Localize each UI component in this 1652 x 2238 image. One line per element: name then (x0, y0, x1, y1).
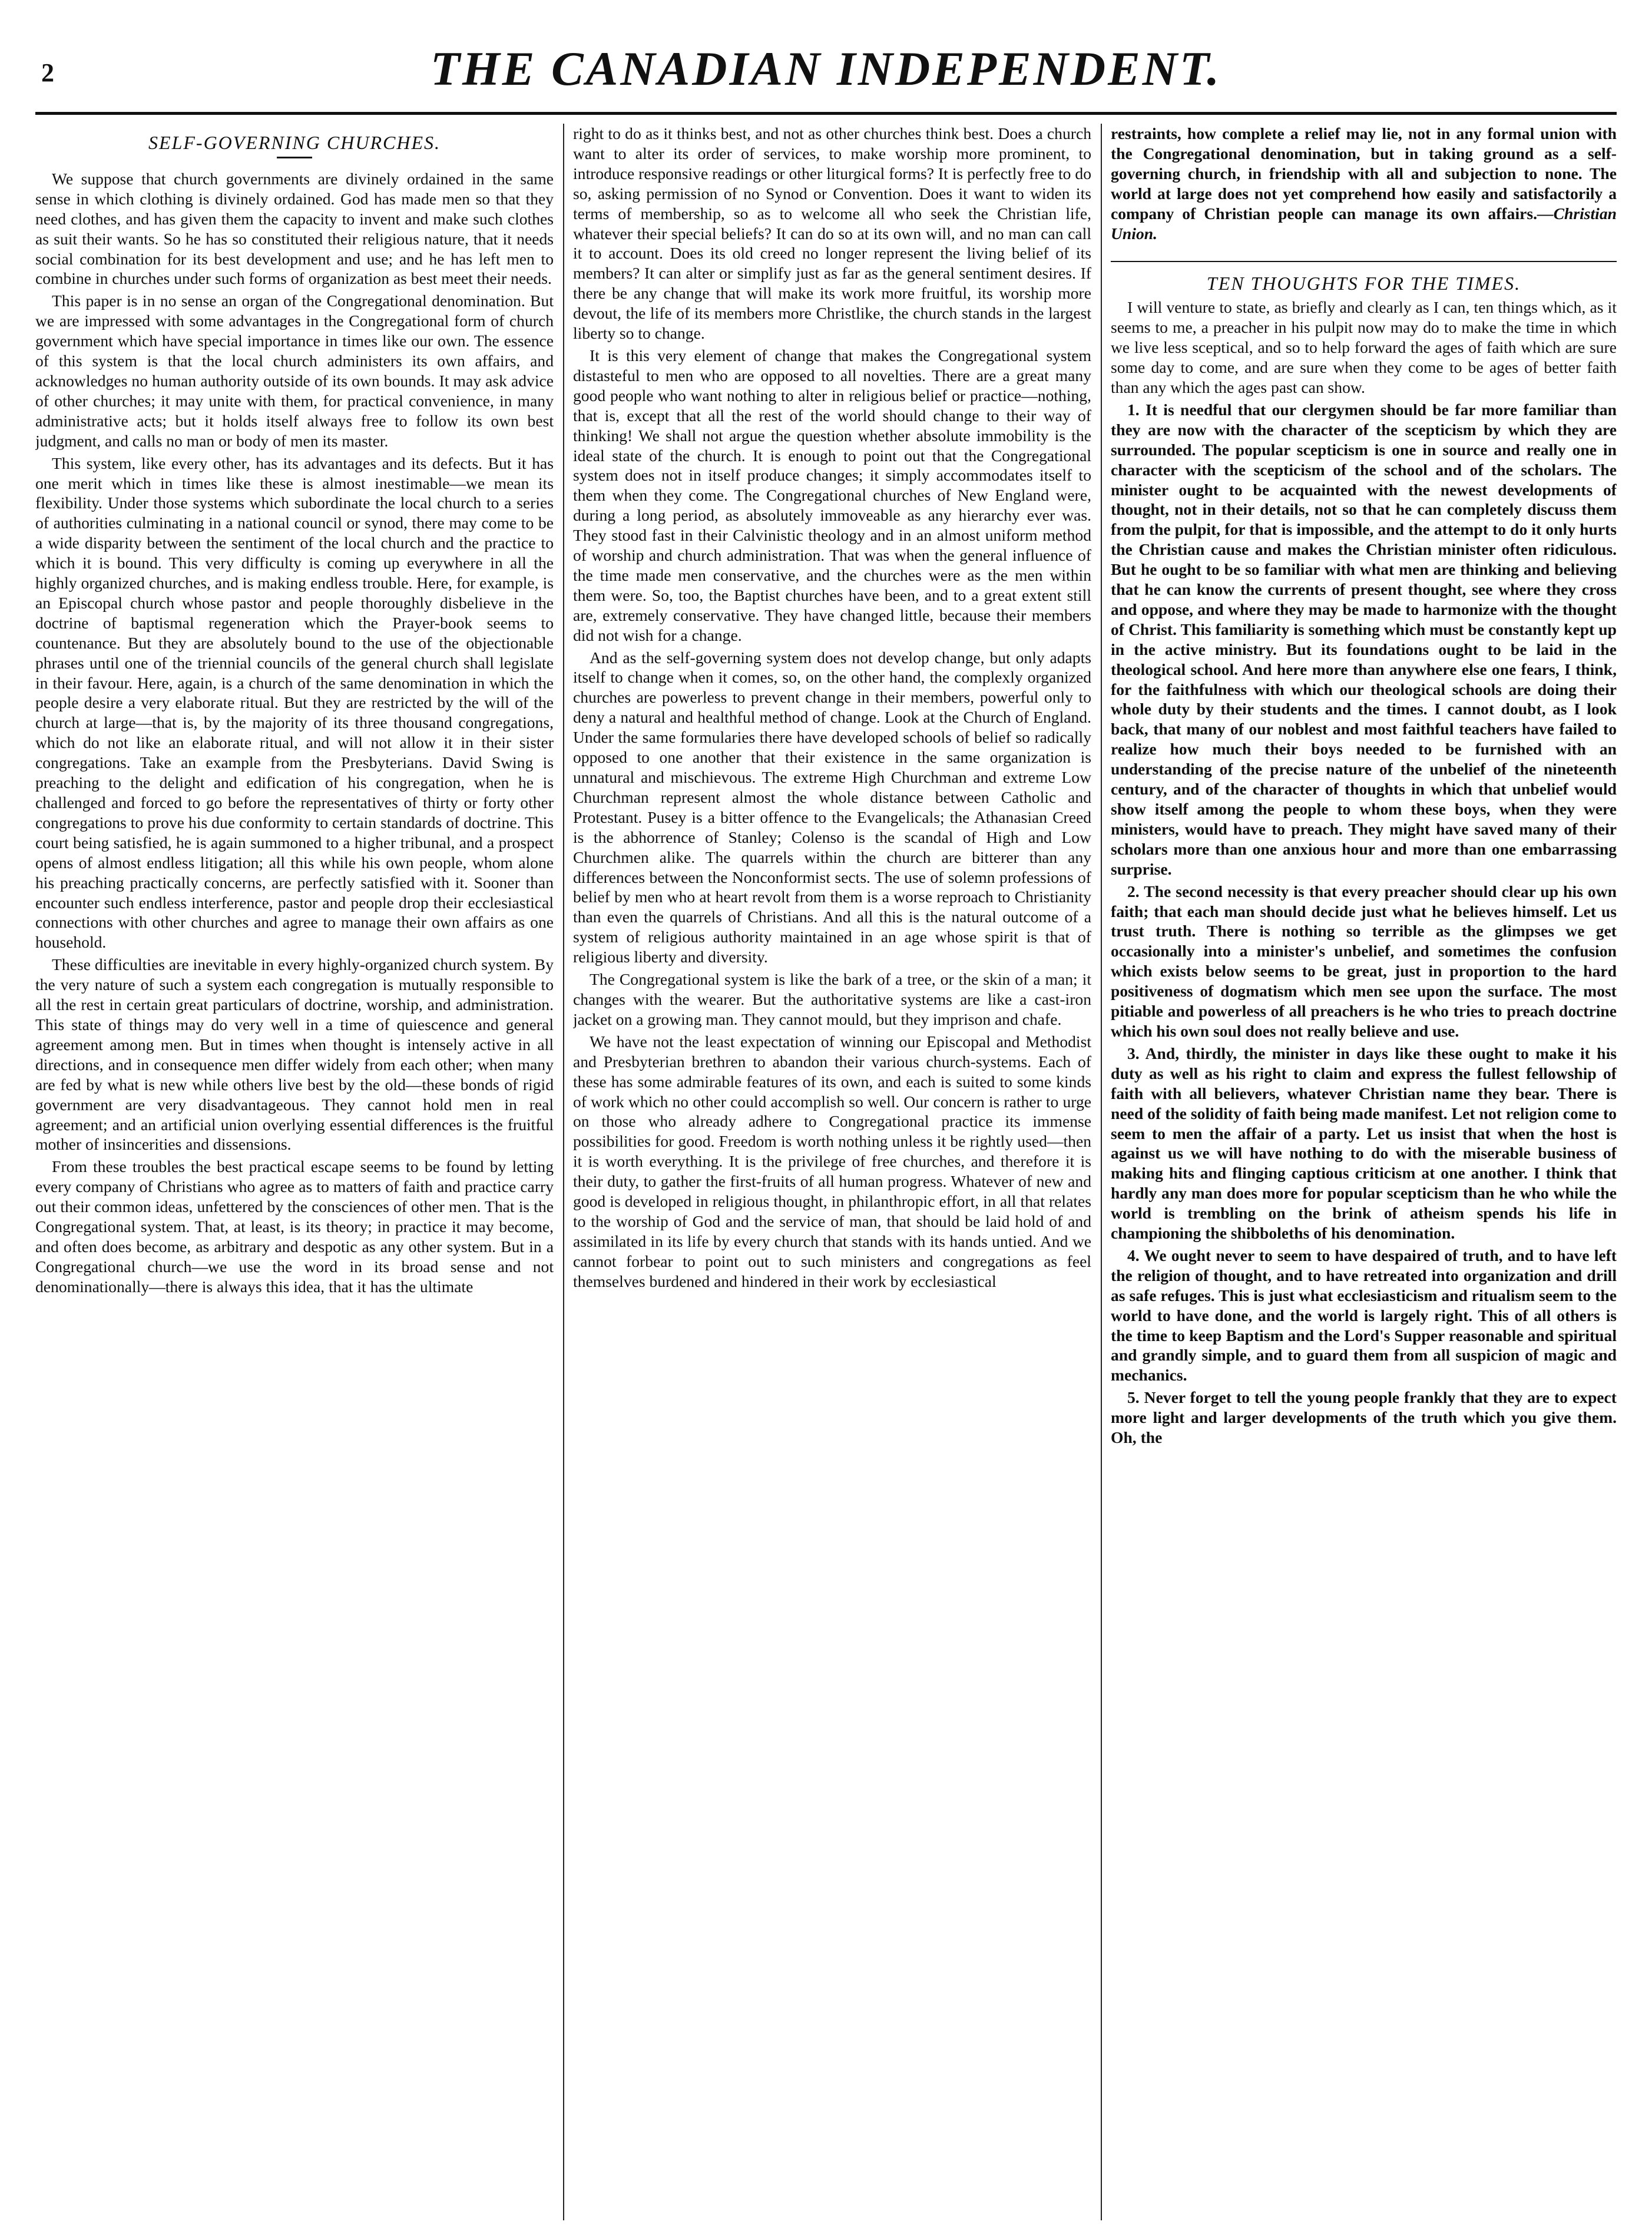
paragraph: 3. And, thirdly, the minister in days like these ought to make it his duty as well as his right to claim and express the fullest fellowship of faith with all believers, whatever Christian name they bear. There is need of the solidity of faith being made manifest. Let not religion come to seem to men the affair of a party. Let us insist that when the host is against us we will have nothing to do with the miserable business of making hits and flinging captious criticism at one another. I think that hardly any man does more for popular scepticism than he who while the world is trembling on the brink of atheism spends his life in championing the shibboleths of his denomination. (1111, 1044, 1617, 1243)
paragraph: 2. The second necessity is that every preacher should clear up his own faith; that each man should decide just what he believes himself. Let us trust truth. There is nothing so terrible as the glimpses we get occasionally into a minister's unbelief, and sometimes the confusion which exists below seems to be great, just in proportion to the hard positiveness of dogmatism which men see upon the surface. The most pitiable and powerless of all preachers is he who tries to preach doctrine which his own soul does not really believe and use. (1111, 882, 1617, 1040)
column-divider (1101, 124, 1102, 2220)
newspaper-title: THE CANADIAN INDEPENDENT. (430, 42, 1222, 95)
column-2 (573, 124, 1091, 2220)
paragraph (1111, 124, 1617, 243)
column-1 (35, 124, 554, 2220)
paragraph: From these troubles the best practical escape seems to be found by letting every company of Christians who agree as to matters of faith and practice carry out their common ideas, unfettered by the consciences of other men. That is the Congregational system. That, at least, is its theory; in practice it may become, and often does become, as arbitrary and despotic as any other system. But in a Congregational church—we use the word in its broad sense and not denominationally—there is always this idea, that it has the ultimate (35, 1157, 554, 1296)
paragraph: These difficulties are inevitable in every highly-organized church system. By the very nature of such a system each congregation is mutually responsible to all the rest in certain great particulars of doctrine, worship, and administration. This state of things may do very well in a time of quiescence and general agreement among men. But in times when thought is intensely active in all directions, and in consequence men differ widely from each other; when many are fed by what is new while others live best by the old—these bonds of rigid government are very disadvantageous. They cannot hold men in real agreement; and an artificial union overlying essential differences is the fruitful mother of insincerities and dissensions. (35, 955, 554, 1154)
paragraph: I will venture to state, as briefly and clearly as I can, ten things which, as it seems to me, a preacher in his pulpit now may do to make the time in which we live less sceptical, and so to help forward the ages of faith which are sure some day to come, and are sure when they come to be ages of better faith than any which the ages past can show. (1111, 298, 1617, 396)
paragraph: This paper is in no sense an organ of the Congregational denomination. But we are impressed with some advantages in the Congregational form of church government which have special importance in times like our own. The essence of this system is that the local church administers its own affairs, and acknowledges no human authority outside of its own bounds. It may ask advice of other churches; it may unite with them, for practical convenience, in many administrative acts; but it holds itself always free to follow its own best judgment, and calls no man or body of men its master. (35, 292, 554, 450)
paragraph: And as the self-governing system does not develop change, but only adapts itself to change when it comes, so, on the other hand, the complexly organized churches are powerless to prevent change in their members, powerful only to deny a natural and healthful method of change. Look at the Church of England. Under the same formularies there have developed schools of belief so radically opposed to one another that their existence in the same organization is unnatural and mischievous. The extreme High Churchman and extreme Low Churchman represent almost the whole distance between Catholic and Protestant. Pusey is a bitter offence to the Evangelicals; the Athanasian Creed is the abhorrence of Stanley; Colenso is the scandal of High and Low Churchmen alike. The quarrels within the church are bitterer than any differences between the Nonconformist sects. The use of solemn professions of belief by men who at heart revolt from them is a worse reproach to Christianity than even the quarrels of Christians. And all this is the natural outcome of a system of religious authority maintained in an age whose spirit is that of religious liberty and diversity. (573, 648, 1091, 966)
paragraph: right to do as it thinks best, and not as other churches think best. Does a church want to alter its order of services, to make worship more prominent, to introduce responsive readings or other liturgical forms? It is perfectly free to do so, asking permission of no Synod or Convention. Does it want to widen its terms of membership, so as to welcome all who seek the Christian life, whatever their special beliefs? It can do so at its own will, and no man can call it to account. Does its old creed no longer represent the living belief of its members? It can alter or simplify just as far as the general sentiment desires. If there be any change that will make its work more fruitful, its worship more devout, the life of its members more Christlike, the church stands in the largest liberty so to change. (573, 124, 1091, 343)
article-heading: TEN THOUGHTS FOR THE TIMES. (1111, 261, 1617, 294)
paragraph: This system, like every other, has its advantages and its defects. But it has one merit which in times like these is almost inestimable—we mean its flexibility. Under those systems which subordinate the local church to a series of authorities culminating in a national council or synod, there may come to be a wide disparity between the sentiment of the local church and the practice to which it is bound. This very difficulty is coming up everywhere in all the highly organized churches, and is making endless trouble. Here, for example, is an Episcopal church whose pastor and people thoroughly disbelieve in the doctrine of baptismal regeneration which the Prayer-book seems to countenance. But they are absolutely bound to the use of the objectionable phrases until one of the triennial councils of the general church shall legislate in their favour. Here, again, is a church of the same denomination in which the people desire a very elaborate ritual. But they are restricted by the will of the church at large—that is, by the majority of its three thousand congregations, which do not like an elaborate ritual, and will not allow it in their sister congregations. Take an example from the Presbyterians. David Swing is preaching to the delight and edification of his congregation, when he is challenged and forced to go before the representatives of thirty or forty other congregations to prove his due conformity to certain standards of doctrine. This court being satisfied, he is again summoned to a higher tribunal, and a prospect opens of almost endless litigation; all this while his own people, whom alone his preaching practically concerns, are perfectly satisfied with it. Sooner than encounter such endless interference, pastor and people drop their ecclesiastical connections with other churches and agree to manage their own affairs as one household. (35, 453, 554, 952)
paragraph: We suppose that church governments are divinely ordained in the same sense in which clothing is divinely ordained. God has made men so that they need clothes, and has given them the capacity to invent and make such clothes as suit their wants. So he has so constituted their religious nature, that it needs social combination for its best development and use; and he has left men to combine in churches under such forms of organization as best meet their needs. (35, 169, 554, 288)
masthead (35, 41, 1617, 106)
column-3 (1111, 124, 1617, 2220)
header-rule (35, 112, 1617, 115)
paragraph-text: restraints, how complete a relief may lie, not in any formal union with the Congregational denomination, but in taking ground as a self-governing church, in friendship with all and subjection to none. The world at large does not yet comprehend how easily and satisfactorily a company of Christian people can manage its own affairs. (1111, 124, 1617, 223)
heading-dash (277, 157, 312, 158)
paragraph: We have not the least expectation of winning our Episcopal and Methodist and Presbyterian brethren to abandon their various church-systems. Each of these has some admirable features of its own, and each is suited to some kinds of work which no other could accomplish so well. Our concern is rather to urge on those who already adhere to Congregational practice its immense possibilities for good. Freedom is worth nothing unless it be rightly used—then it is worth everything. It is the privilege of free churches, and therefore it is their duty, to gather the first-fruits of all human progress. Whatever of new and good is developed in religious thought, in philanthropic effort, in all that relates to the worship of God and the service of man, that should be laid hold of and assimilated in its life by every church that stands with its hands untied. And we cannot forbear to point out to such ministers and congregations as feel themselves burdened and hindered in their work by ecclesiastical (573, 1032, 1091, 1290)
paragraph: It is this very element of change that makes the Congregational system distasteful to men who are opposed to all novelties. There are a great many good people who want nothing to alter in religious belief or practice—nothing, that is, except that all the rest of the world should change to their way of thinking! We shall not argue the question whether absolute immobility is the ideal state of the church. It is enough to point out that the Congregational system does not in itself produce changes; it simply accommodates itself to them when they come. The Congregational churches of New England were, during a long period, as absolutely immoveable as any hierarchy ever was. They stood fast in their Calvinistic theology and in an almost uniform method of worship and church administration. That was when the general influence of the time made men conservative, and the churches were as the men within them were. So, too, the Baptist churches have been, and to a great extent still are, extremely conservative. They have changed little, because their members did not wish for a change. (573, 346, 1091, 644)
article-credit: —Christian Union. (1111, 204, 1617, 243)
paragraph: 1. It is needful that our clergymen should be far more familiar than they are now with the character of the scepticism by which they are surrounded. The popular scepticism is one in source and really one in character with the scepticism of the school and of the scholars. The minister ought to be acquainted with the newest developments of thought, not in their details, not so that he can completely discuss them from the pulpit, for that is impossible, and the attempt to do it only hurts the Christian cause and makes the Christian minister often ridiculous. But he ought to be so familiar with what men are thinking and believing that he can know the currents of present thought, see where they cross and oppose, and where they may be made to harmonize with the thought of Christ. This familiarity is something which must be constantly kept up in the active ministry. But its foundations ought to be laid in the theological school. And here more than anywhere else one fears, I think, for the faithfulness with which our theological schools are doing their whole duty by their students and the times. I cannot doubt, as I look back, that many of our noblest and most faithful teachers have failed to realize how much their boys needed to be furnished with an understanding of the precise nature of the unbelief of the nineteenth century, and of the character of thoughts in which that unbelief would show itself among the people to whom these boys, when they were ministers, would have to preach. They might have saved many of their scholars more than one anxious hour and more than one embarrassing surprise. (1111, 400, 1617, 878)
page-number: 2 (41, 58, 54, 87)
article-heading: SELF-GOVERNING CHURCHES. (148, 132, 441, 153)
paragraph: The Congregational system is like the bark of a tree, or the skin of a man; it changes with the wearer. But the authoritative systems are like a cast-iron jacket on a growing man. They cannot mould, but they imprison and chafe. (573, 970, 1091, 1028)
columns (35, 124, 1617, 2220)
column-divider (563, 124, 564, 2220)
paragraph: 5. Never forget to tell the young people frankly that they are to expect more light and larger developments of the truth which you give them. Oh, the (1111, 1388, 1617, 1447)
paragraph: 4. We ought never to seem to have despaired of truth, and to have left the religion of thought, and to have retreated into organization and drill as safe refuges. This is just what ecclesiasticism and ritualism seem to the world to have done, and the world is largely right. This of all others is the time to keep Baptism and the Lord's Supper reasonable and spiritual and grandly simple, and to guard them from all suspicion of magic and mechanics. (1111, 1246, 1617, 1385)
